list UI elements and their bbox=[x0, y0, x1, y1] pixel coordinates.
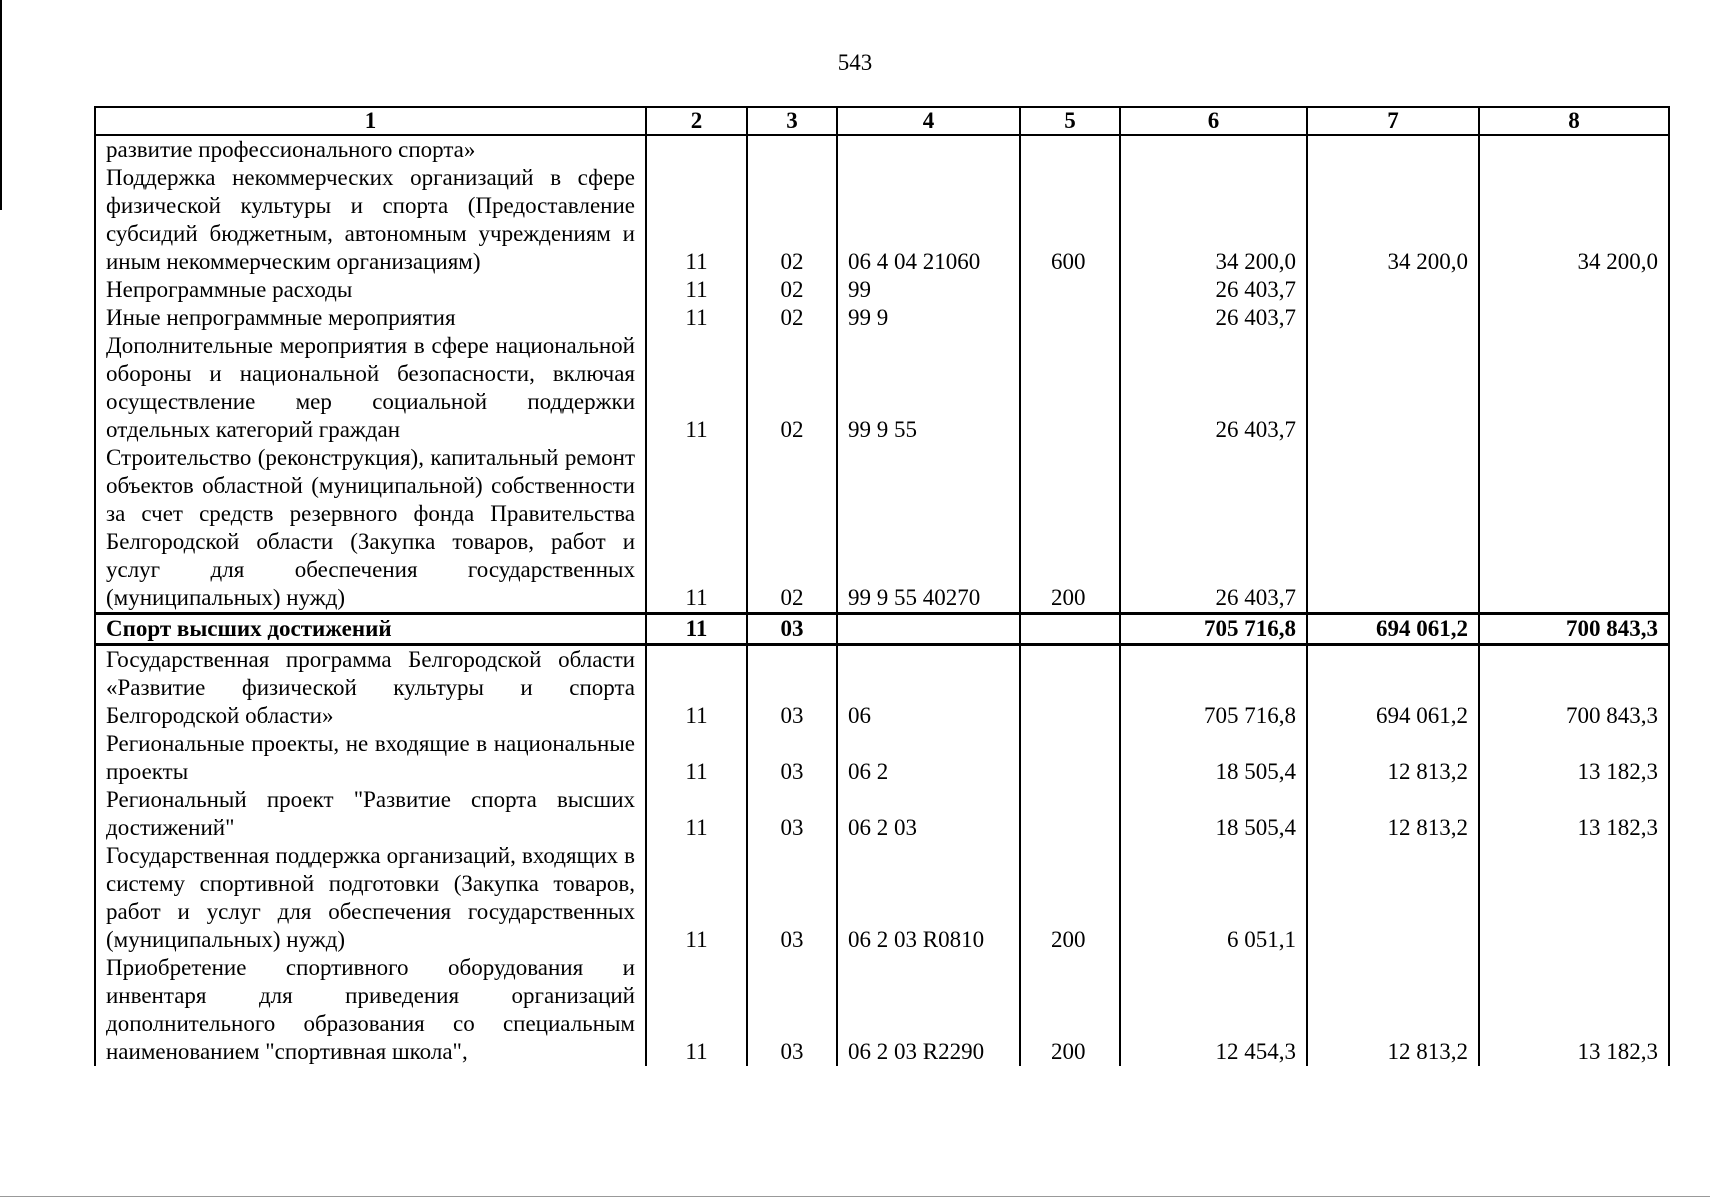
row-section: 11 bbox=[646, 276, 747, 304]
row-subsection: 02 bbox=[747, 164, 837, 276]
row-expense-type: 200 bbox=[1020, 954, 1120, 1066]
row-amount-col8: 13 182,3 bbox=[1479, 730, 1669, 786]
table-row bbox=[95, 645, 1669, 731]
row-section: 11 bbox=[646, 730, 747, 786]
scan-bottom-line bbox=[0, 1196, 1710, 1197]
table-row bbox=[95, 332, 1669, 444]
row-amount-col7: 12 813,2 bbox=[1307, 730, 1479, 786]
row-amount-col6 bbox=[1120, 135, 1307, 164]
row-amount-col6: 12 454,3 bbox=[1120, 954, 1307, 1066]
row-name: развитие профессионального спорта» bbox=[95, 135, 646, 164]
row-subsection: 03 bbox=[747, 730, 837, 786]
row-section: 11 bbox=[646, 332, 747, 444]
row-section: 11 bbox=[646, 304, 747, 332]
column-header-4: 4 bbox=[837, 107, 1020, 135]
row-amount-col8: 13 182,3 bbox=[1479, 786, 1669, 842]
row-subsection: 03 bbox=[747, 786, 837, 842]
row-subsection bbox=[747, 135, 837, 164]
row-expense-type: 600 bbox=[1020, 164, 1120, 276]
table-row bbox=[95, 135, 1669, 164]
header-row bbox=[95, 107, 1669, 135]
column-header-2: 2 bbox=[646, 107, 747, 135]
row-amount-col6: 26 403,7 bbox=[1120, 444, 1307, 614]
row-section: 11 bbox=[646, 786, 747, 842]
table-row bbox=[95, 786, 1669, 842]
row-section: 11 bbox=[646, 444, 747, 614]
column-header-5: 5 bbox=[1020, 107, 1120, 135]
row-amount-col7 bbox=[1307, 332, 1479, 444]
table-row bbox=[95, 842, 1669, 954]
row-section: 11 bbox=[646, 842, 747, 954]
row-section: 11 bbox=[646, 164, 747, 276]
scan-edge-line bbox=[0, 0, 2, 210]
row-name: Дополнительные мероприятия в сфере национальной обороны и национальной безопасности, включая осуществление мер социальной поддержки отдельных категорий граждан bbox=[95, 332, 646, 444]
row-expense-type bbox=[1020, 730, 1120, 786]
row-amount-col7 bbox=[1307, 135, 1479, 164]
row-amount-col8 bbox=[1479, 842, 1669, 954]
row-name: Строительство (реконструкция), капитальный ремонт объектов областной (муниципальной) собственности за счет средств резервного фонда Правительства Белгородской области (Закупка товаров, работ и услуг для обеспечения государственных (муниципальных) нужд) bbox=[95, 444, 646, 614]
row-name: Региональный проект "Развитие спорта высших достижений" bbox=[95, 786, 646, 842]
page-number: 543 bbox=[837, 50, 873, 75]
table-row bbox=[95, 304, 1669, 332]
row-section: 11 bbox=[646, 645, 747, 731]
row-target-code bbox=[837, 614, 1020, 645]
table-body bbox=[95, 135, 1669, 1066]
row-expense-type bbox=[1020, 135, 1120, 164]
column-header-8: 8 bbox=[1479, 107, 1669, 135]
row-subsection: 03 bbox=[747, 645, 837, 731]
row-amount-col6: 705 716,8 bbox=[1120, 614, 1307, 645]
row-expense-type bbox=[1020, 276, 1120, 304]
row-amount-col7 bbox=[1307, 304, 1479, 332]
row-amount-col6: 26 403,7 bbox=[1120, 304, 1307, 332]
table-header bbox=[95, 107, 1669, 135]
row-name: Спорт высших достижений bbox=[95, 614, 646, 645]
row-target-code: 99 9 55 bbox=[837, 332, 1020, 444]
row-target-code: 99 bbox=[837, 276, 1020, 304]
row-target-code: 06 2 03 bbox=[837, 786, 1020, 842]
column-header-3: 3 bbox=[747, 107, 837, 135]
row-amount-col8 bbox=[1479, 276, 1669, 304]
row-target-code: 06 2 03 R2290 bbox=[837, 954, 1020, 1066]
row-expense-type: 200 bbox=[1020, 444, 1120, 614]
row-amount-col7: 694 061,2 bbox=[1307, 645, 1479, 731]
column-header-6: 6 bbox=[1120, 107, 1307, 135]
row-amount-col8 bbox=[1479, 332, 1669, 444]
row-subsection: 03 bbox=[747, 842, 837, 954]
row-amount-col7: 34 200,0 bbox=[1307, 164, 1479, 276]
row-target-code: 06 2 03 R0810 bbox=[837, 842, 1020, 954]
row-amount-col6: 6 051,1 bbox=[1120, 842, 1307, 954]
row-subsection: 02 bbox=[747, 304, 837, 332]
row-amount-col8: 700 843,3 bbox=[1479, 645, 1669, 731]
row-amount-col6: 26 403,7 bbox=[1120, 332, 1307, 444]
row-amount-col8 bbox=[1479, 304, 1669, 332]
row-amount-col7 bbox=[1307, 444, 1479, 614]
row-amount-col8: 700 843,3 bbox=[1479, 614, 1669, 645]
row-expense-type bbox=[1020, 332, 1120, 444]
row-target-code: 06 4 04 21060 bbox=[837, 164, 1020, 276]
row-amount-col7: 694 061,2 bbox=[1307, 614, 1479, 645]
row-expense-type bbox=[1020, 304, 1120, 332]
row-amount-col6: 18 505,4 bbox=[1120, 730, 1307, 786]
row-target-code: 99 9 bbox=[837, 304, 1020, 332]
column-header-7: 7 bbox=[1307, 107, 1479, 135]
row-target-code: 06 2 bbox=[837, 730, 1020, 786]
row-amount-col8: 13 182,3 bbox=[1479, 954, 1669, 1066]
row-amount-col6: 18 505,4 bbox=[1120, 786, 1307, 842]
row-name: Непрограммные расходы bbox=[95, 276, 646, 304]
column-header-1: 1 bbox=[95, 107, 646, 135]
row-section: 11 bbox=[646, 614, 747, 645]
row-expense-type: 200 bbox=[1020, 842, 1120, 954]
row-name: Государственная поддержка организаций, входящих в систему спортивной подготовки (Закупка товаров, работ и услуг для обеспечения государственных (муниципальных) нужд) bbox=[95, 842, 646, 954]
table-row bbox=[95, 276, 1669, 304]
table-row bbox=[95, 444, 1669, 614]
table-row bbox=[95, 730, 1669, 786]
table-row bbox=[95, 954, 1669, 1066]
row-target-code bbox=[837, 135, 1020, 164]
row-amount-col6: 705 716,8 bbox=[1120, 645, 1307, 731]
row-expense-type bbox=[1020, 786, 1120, 842]
row-name: Приобретение спортивного оборудования и инвентаря для приведения организаций дополнительного образования со специальным наименованием "спортивная школа", bbox=[95, 954, 646, 1066]
row-subsection: 03 bbox=[747, 954, 837, 1066]
row-name: Поддержка некоммерческих организаций в сфере физической культуры и спорта (Предоставление субсидий бюджетным, автономным учреждениям и иным некоммерческим организациям) bbox=[95, 164, 646, 276]
row-section: 11 bbox=[646, 954, 747, 1066]
row-amount-col6: 34 200,0 bbox=[1120, 164, 1307, 276]
row-name: Региональные проекты, не входящие в национальные проекты bbox=[95, 730, 646, 786]
row-subsection: 03 bbox=[747, 614, 837, 645]
row-amount-col7 bbox=[1307, 276, 1479, 304]
row-amount-col7: 12 813,2 bbox=[1307, 954, 1479, 1066]
row-name: Иные непрограммные мероприятия bbox=[95, 304, 646, 332]
row-section bbox=[646, 135, 747, 164]
row-amount-col8 bbox=[1479, 135, 1669, 164]
row-expense-type bbox=[1020, 614, 1120, 645]
row-target-code: 99 9 55 40270 bbox=[837, 444, 1020, 614]
row-name: Государственная программа Белгородской области «Развитие физической культуры и спорта Белгородской области» bbox=[95, 645, 646, 731]
row-amount-col7: 12 813,2 bbox=[1307, 786, 1479, 842]
row-amount-col6: 26 403,7 bbox=[1120, 276, 1307, 304]
table-row bbox=[95, 164, 1669, 276]
row-expense-type bbox=[1020, 645, 1120, 731]
row-amount-col8 bbox=[1479, 444, 1669, 614]
row-subsection: 02 bbox=[747, 332, 837, 444]
row-amount-col7 bbox=[1307, 842, 1479, 954]
table-row bbox=[95, 614, 1669, 645]
row-amount-col8: 34 200,0 bbox=[1479, 164, 1669, 276]
row-subsection: 02 bbox=[747, 444, 837, 614]
row-subsection: 02 bbox=[747, 276, 837, 304]
budget-table bbox=[94, 106, 1670, 1066]
row-target-code: 06 bbox=[837, 645, 1020, 731]
